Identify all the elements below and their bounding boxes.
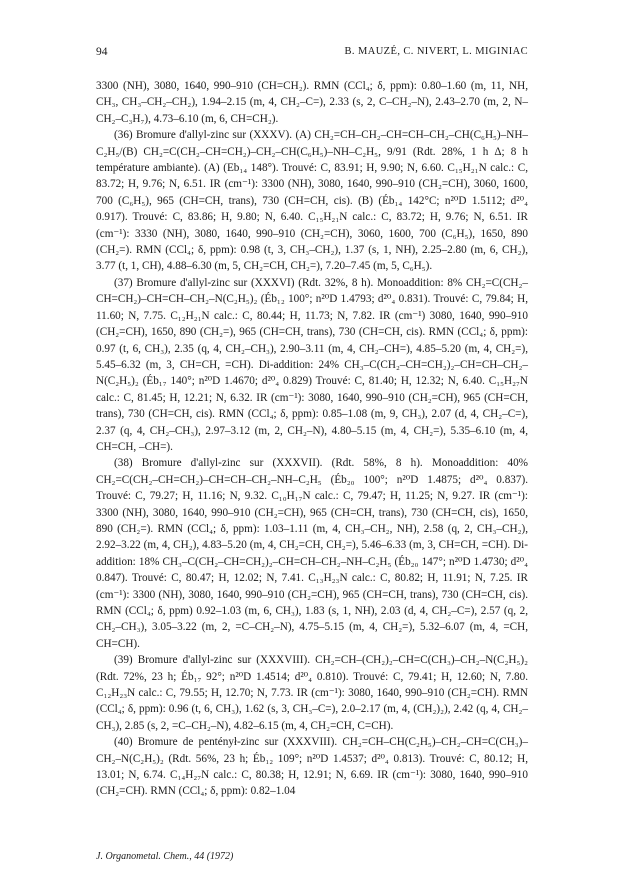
body-text bbox=[96, 78, 528, 800]
running-head-authors: B. MAUZÉ, C. NIVERT, L. MIGINIAC bbox=[344, 46, 528, 57]
paragraph-36: (36) Bromure d'allyl-zinc sur (XXXV). (A) CH₂=CH–CH₂–CH=CH–CH₂–CH(C₆H₅)–NH–C₂H₅/(B) CH₂=C(CH₂–CH=CH₂)–CH₂–CH(C₆H₅)–NH–C₂H₅, 9/91 (Rdt. 28%, 1 h Δ; 8 h température ambiante). (A) (Eb₁₄ 148°). Trouvé: C, 83.91; H, 9.90; N, 6.60. C₁₅H₂₁N calc.: C, 83.72; H, 9.76; N, 6.51. IR (cm⁻¹): 3300 (NH), 3080, 1640, 990–910 (CH₂=CH), 3060, 1600, 700 (C₆H₅), 965 (CH=CH, trans), 730 (CH=CH, cis). (B) (Éb₁₄ 142°C; n²⁰D 1.5112; d²⁰₄ 0.917). Trouvé: C, 83.86; H, 9.80; N, 6.40. C₁₅H₂₁N calc.: C, 83.72; H, 9.76; N, 6.51. IR (cm⁻¹): 3330 (NH), 3080, 1640, 990–910 (CH₂=CH), 3060, 1600, 700 (C₆H₅), 1650, 890 (CH₂=). RMN (CCl₄; δ, ppm): 0.98 (t, 3, CH₃–CH₂), 1.37 (s, 1, NH), 2.25–2.80 (m, 6, CH₂), 3.77 (t, 1, CH), 4.88–6.30 (m, 5, CH₂=CH, CH₂=), 7.20–7.45 (m, 5, C₆H₅). bbox=[96, 129, 528, 273]
page-number: 94 bbox=[96, 46, 108, 58]
paragraph-35-continued: 3300 (NH), 3080, 1640, 990–910 (CH=CH₂). RMN (CCl₄; δ, ppm): 0.80–1.60 (m, 11, NH, CH₃, CH₃–CH₂–CH₂), 1.94–2.15 (m, 4, CH₂–C=), 2.33 (s, 2, C–CH₂–N), 2.43–2.70 (m, 2, N–CH₂–C₃H₇), 4.73–6.10 (m, 6, CH=CH₂). bbox=[96, 80, 528, 125]
paragraph-38: (38) Bromure d'allyl-zinc sur (XXXVII). (Rdt. 58%, 8 h). Monoaddition: 40% CH₂=C(CH₂–CH=CH₂)–CH=CH–CH₂–NH–C₂H₅ (Éb₂₀ 100°; n²⁰D 1.4875; d²⁰₄ 0.837). Trouvé: C, 79.27; H, 11.16; N, 9.32. C₁₀H₁₇N calc.: C, 79.47; H, 11.25; N, 9.27. IR (cm⁻¹): 3300 (NH), 3080, 1640, 990–910 (CH₂=CH), 965 (CH=CH, trans), 730 (CH=CH, cis), 1650, 890 (CH₂=). RMN (CCl₄; δ, ppm): 1.03–1.11 (m, 4, CH₃–CH₂, NH), 2.58 (q, 2, CH₃–CH₂), 2.92–3.22 (m, 4, CH₂), 4.83–5.20 (m, 4, CH₂=CH, CH₂=), 5.46–6.33 (m, 3, CH=CH, =CH). Di-addition: 18% CH₃–C(CH₂–CH=CH₂)₂–CH=CH–CH₂–NH–C₂H₅ (Éb₂₀ 147°; n²⁰D 1.4730; d²⁰₄ 0.847). Trouvé: C, 80.47; H, 12.02; N, 7.41. C₁₃H₂₃N calc.: C, 80.82; H, 11.91; N, 7.25. IR (cm⁻¹): 3300 (NH), 3080, 1640, 990–910 (CH₂=CH), 965 (CH=CH, trans), 730 (CH=CH, cis). RMN (CCl₄; δ, ppm) 0.92–1.03 (m, 6, CH₃), 1.83 (s, 1, NH), 2.03 (d, 4, CH₂–C=), 2.57 (q, 2, CH₂–CH₃), 3.05–3.22 (m, 2, =C–CH₂–N), 4.75–5.15 (m, 4, CH₂=), 5.32–6.07 (m, 4, =CH, CH=CH). bbox=[96, 457, 528, 650]
paragraph-40: (40) Bromure de penténył-zinc sur (XXXVIII). CH₂=CH–CH(C₂H₅)–CH₂–CH=C(CH₃)–CH₂–N(C₂H₅)₂ (Rdt. 56%, 23 h; Éb₁₂ 109°; n²⁰D 1.4537; d²⁰₄ 0.813). Trouvé: C, 80.12; H, 13.01; N, 6.74. C₁₄H₂₇N calc.: C, 80.38; H, 12.91; N, 6.69. IR (cm⁻¹): 3080, 1640, 990–910 (CH₂=CH). RMN (CCl₄; δ, ppm): 0.82–1.04 bbox=[96, 736, 528, 798]
paragraph-39: (39) Bromure d'allyl-zinc sur (XXXVIII). CH₂=CH–(CH₂)₂–CH=C(CH₃)–CH₂–N(C₂H₅)₂ (Rdt. 72%, 23 h; Éb₁₇ 92°; n²⁰D 1.4514; d²⁰₄ 0.810). Trouvé: C, 79.41; H, 12.60; N, 7.80. C₁₂H₂₃N calc.: C, 79.55; H, 12.70; N, 7.73. IR (cm⁻¹): 3080, 1640, 990–910 (CH₂=CH). RMN (CCl₄; δ, ppm): 0.96 (t, 6, CH₃), 1.62 (s, 3, CH₃–C=), 2.0–2.17 (m, 4, (CH₂)₂), 2.42 (q, 4, CH₂–CH₃), 2.85 (s, 2, =C–CH₂–N), 4.82–6.15 (m, 4, CH₂=CH, C=CH). bbox=[96, 654, 528, 732]
running-head bbox=[96, 46, 528, 62]
paragraph-37: (37) Bromure d'allyl-zinc sur (XXXVI) (Rdt. 32%, 8 h). Monoaddition: 8% CH₂=C(CH₂–CH=CH₂)–CH=CH–CH₂–N(C₂H₅)₂ (Éb₁₂ 100°; n²⁰D 1.4793; d²⁰₄ 0.831). Trouvé: C, 79.84; H, 11.60; N, 7.75. C₁₂H₂₁N calc.: C, 80.44; H, 11.73; N, 7.82. IR (cm⁻¹) 3080, 1640, 990–910 (CH₂=CH), 1650, 890 (CH₂=), 965 (CH=CH, trans), 730 (CH=CH, cis). RMN (CCl₄; δ, ppm): 0.97 (t, 6, CH₃), 2.35 (q, 4, CH₂–CH₃), 2.90–3.11 (m, 4, CH₂–CH=), 4.85–5.20 (m, 4, CH₂=), 5.45–6.32 (m, 3, CH=CH, =CH). Di-addition: 24% CH₃–C(CH₂–CH=CH₂)₂–CH=CH–CH₂–N(C₂H₅)₂ (Éb₁₇ 140°; n²⁰D 1.4670; d²⁰₄ 0.829) Trouvé: C, 81.40; H, 12.32; N, 6.40. C₁₅H₂₇N calc.: C, 81.45; H, 12.21; N, 6.32. IR (cm⁻¹): 3080, 1640, 990–910 (CH₂=CH), 965 (CH=CH, trans), 730 (CH=CH, cis). RMN (CCl₄; δ, ppm): 0.85–1.08 (m, 9, CH₃), 2.07 (d, 4, CH₂–C=), 2.37 (q, 4, CH₂–CH₃), 2.97–3.12 (m, 2, CH₂–N), 4.80–5.15 (m, 4, CH₂=), 5.35–6.10 (m, 4, CH=CH, –CH=). bbox=[96, 276, 528, 453]
journal-citation-footer: J. Organometal. Chem., 44 (1972) bbox=[96, 851, 234, 862]
